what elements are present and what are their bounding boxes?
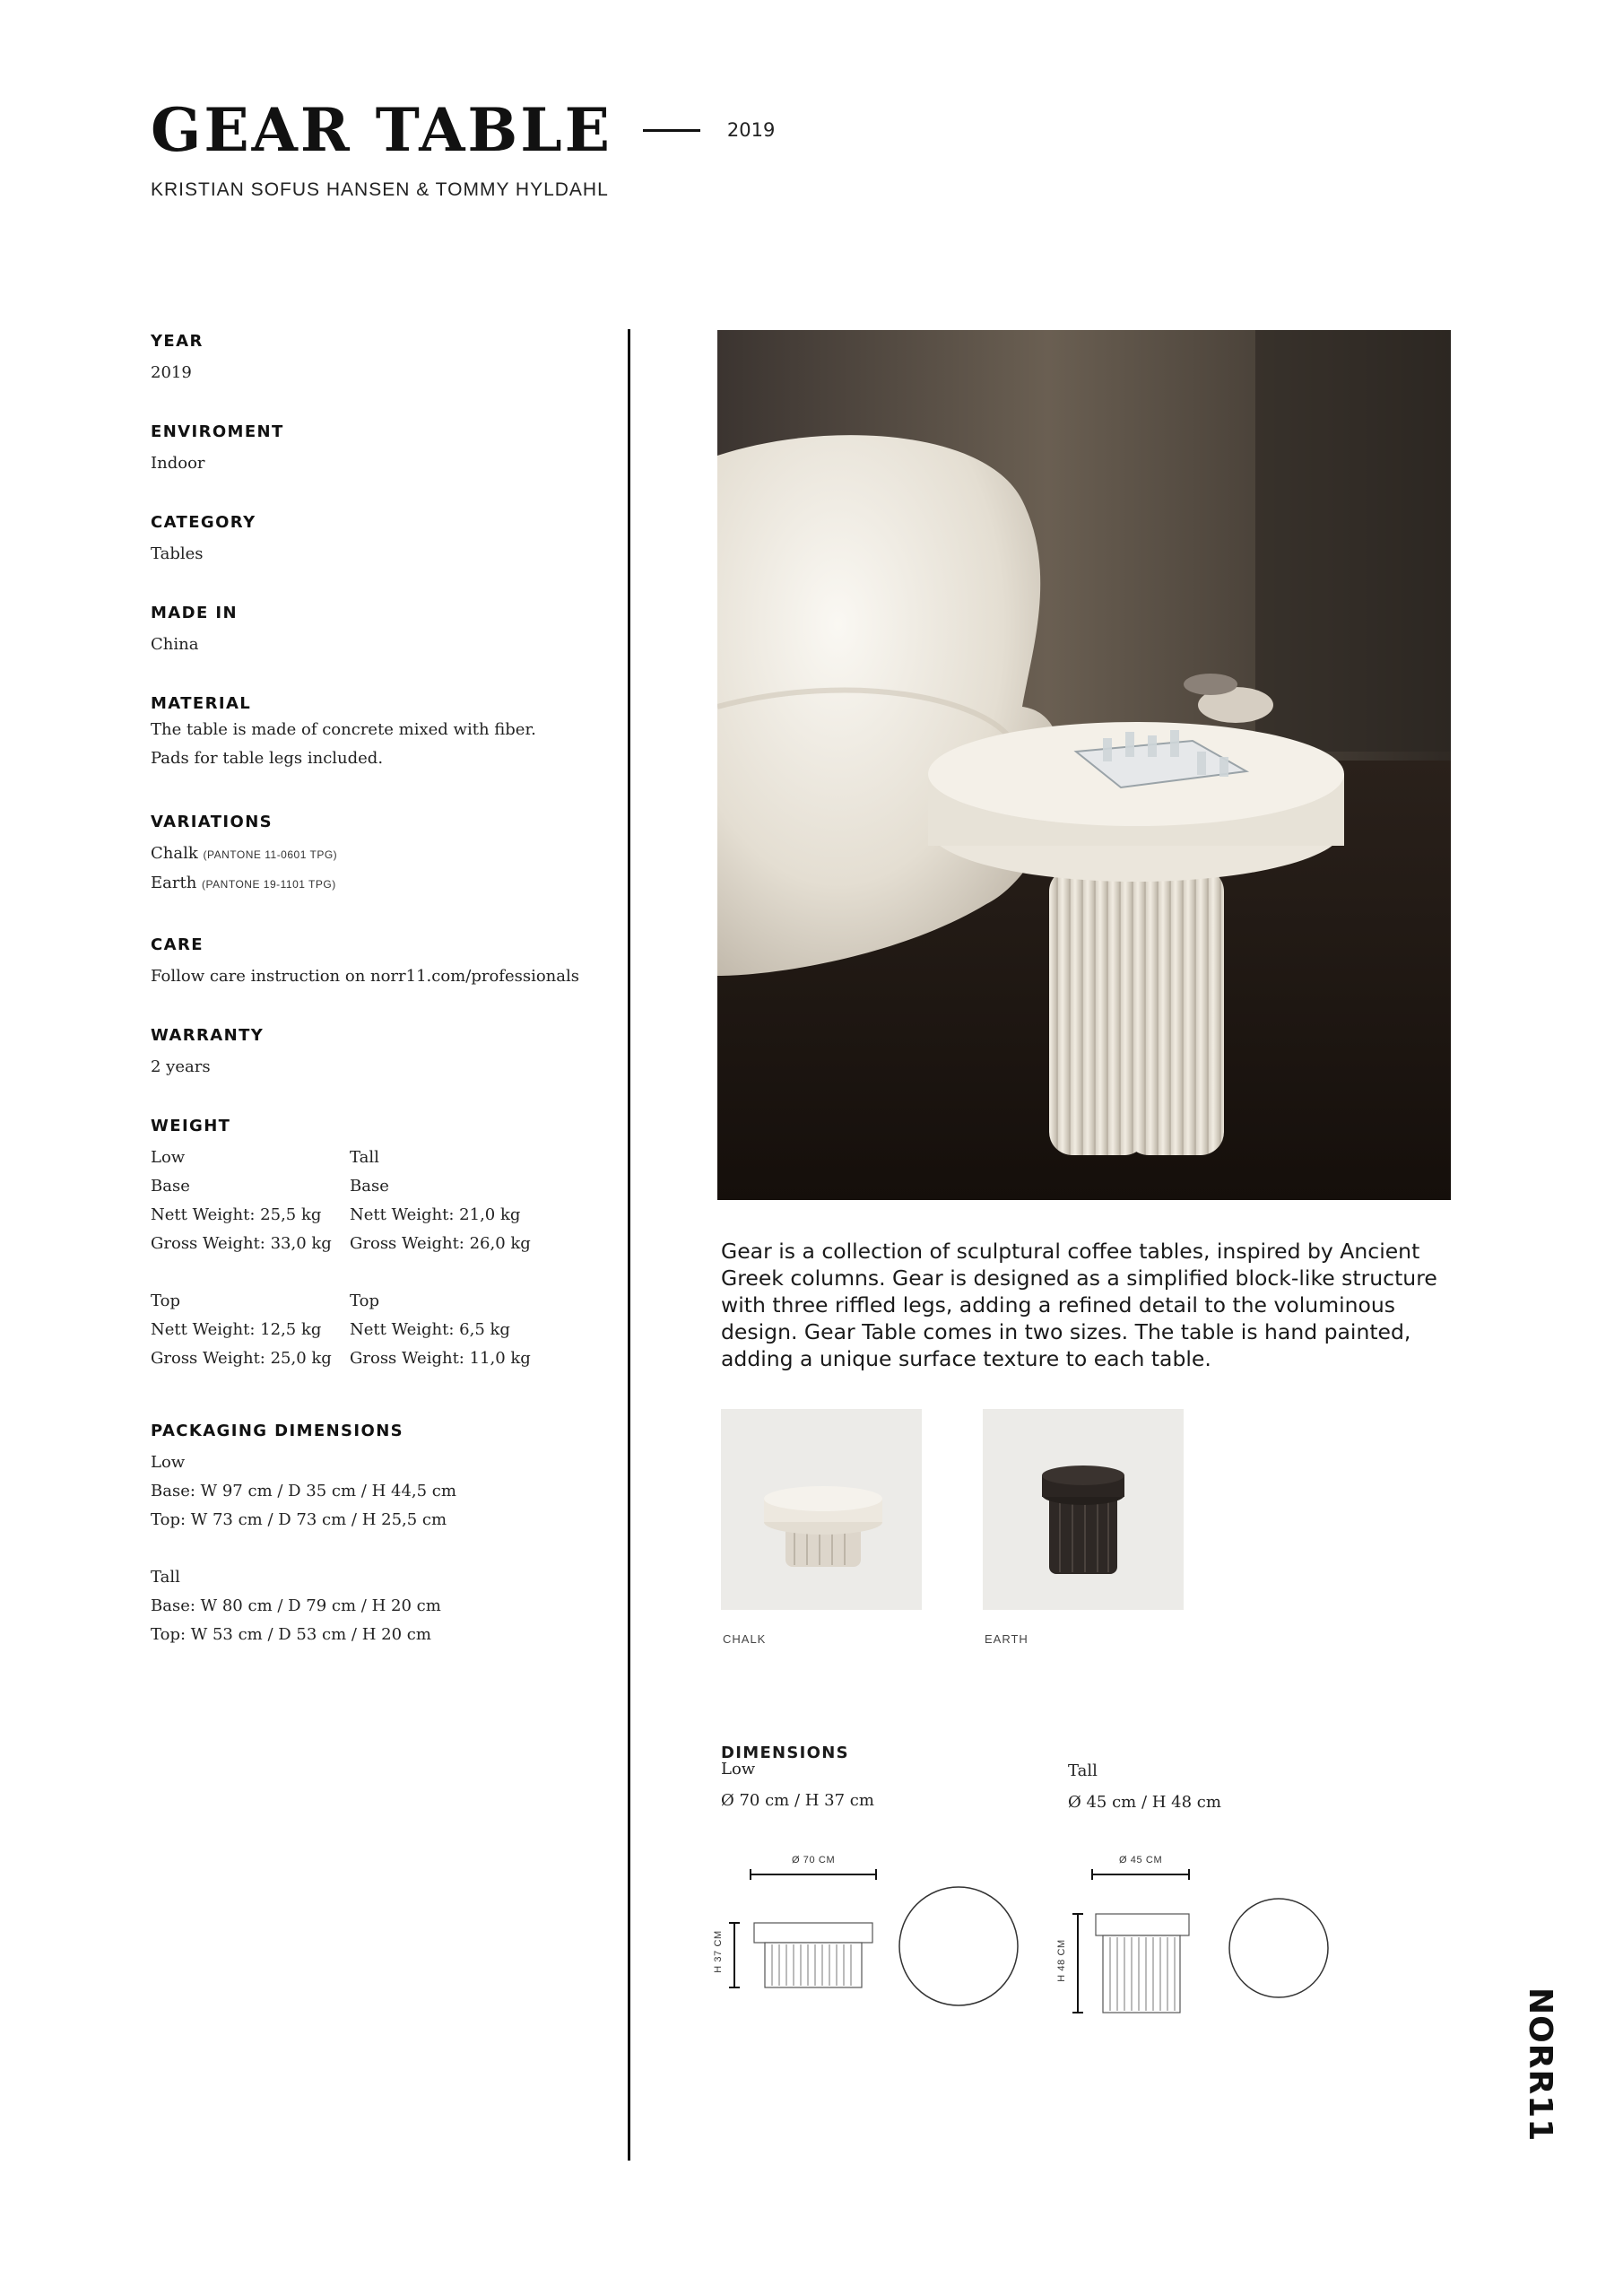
dim-low-title: Low	[721, 1760, 756, 1779]
weight-tall-base: Base	[350, 1177, 389, 1196]
packaging-low-base: Base: W 97 cm / D 35 cm / H 44,5 cm	[151, 1482, 456, 1500]
spec-label: YEAR	[151, 332, 204, 351]
packaging-low-title: Low	[151, 1453, 186, 1472]
page-header	[151, 95, 776, 201]
product-title: GEAR TABLE	[151, 95, 612, 165]
spec-label: MATERIAL	[151, 694, 252, 713]
weight-tall-title: Tall	[350, 1148, 379, 1167]
weight-tall-base-gross: Gross Weight: 26,0 kg	[350, 1234, 531, 1253]
pantone-code: (PANTONE 19-1101 TPG)	[202, 878, 336, 891]
weight-low-base-nett: Nett Weight: 25,5 kg	[151, 1205, 322, 1224]
pantone-code: (PANTONE 11-0601 TPG)	[203, 848, 338, 861]
title-dash	[643, 129, 700, 132]
spec-label: CARE	[151, 935, 204, 954]
spec-label: WARRANTY	[151, 1026, 265, 1045]
spec-label: ENVIROMENT	[151, 422, 284, 441]
spec-value: Indoor	[151, 454, 205, 473]
weight-low-top-gross: Gross Weight: 25,0 kg	[151, 1349, 332, 1368]
spec-packaging	[151, 1422, 635, 1649]
variation-name: Earth	[151, 874, 197, 892]
dim-low-value: Ø 70 cm / H 37 cm	[721, 1791, 874, 1810]
spec-environment	[151, 422, 635, 478]
spec-made-in	[151, 604, 635, 659]
spec-value: China	[151, 635, 199, 654]
spec-label: MADE IN	[151, 604, 238, 622]
weight-low-base-gross: Gross Weight: 33,0 kg	[151, 1234, 332, 1253]
brand-logo	[1524, 1986, 1560, 2165]
dim-low-drawing	[713, 1839, 1045, 2036]
title-year: 2019	[726, 119, 776, 141]
weight-low-top-nett: Nett Weight: 12,5 kg	[151, 1320, 322, 1339]
dim-low-height-tag: H 37 CM	[712, 1930, 724, 1973]
spec-year	[151, 332, 635, 387]
weight-tall-base-nett: Nett Weight: 21,0 kg	[350, 1205, 521, 1224]
spec-warranty	[151, 1026, 635, 1082]
variant-chalk-image	[721, 1409, 922, 1610]
spec-variations	[151, 813, 635, 899]
dim-tall-title: Tall	[1068, 1761, 1098, 1780]
weight-low-base: Base	[151, 1177, 190, 1196]
dimensions-heading: DIMENSIONS	[721, 1744, 849, 1762]
packaging-tall-top: Top: W 53 cm / D 53 cm / H 20 cm	[151, 1625, 431, 1644]
variation-earth	[151, 869, 635, 899]
variant-chalk-caption: CHALK	[723, 1632, 767, 1646]
variant-earth-caption: EARTH	[985, 1632, 1028, 1646]
spec-value: 2019	[151, 363, 192, 382]
weight-table	[151, 1144, 635, 1373]
packaging-low-top: Top: W 73 cm / D 73 cm / H 25,5 cm	[151, 1510, 447, 1529]
designers: KRISTIAN SOFUS HANSEN & TOMMY HYLDAHL	[151, 179, 609, 200]
variation-chalk	[151, 839, 635, 869]
weight-tall-top: Top	[350, 1292, 379, 1310]
spec-label: WEIGHT	[151, 1117, 231, 1135]
earth-table-icon	[1042, 1465, 1124, 1574]
spec-value: 2 years	[151, 1057, 211, 1076]
spec-value: The table is made of concrete mixed with fiber.	[151, 720, 536, 739]
weight-low-title: Low	[151, 1148, 186, 1167]
spec-value: Pads for table legs included.	[151, 749, 384, 768]
spec-value: Follow care instruction on norr11.com/professionals	[151, 967, 579, 986]
variant-earth-image	[983, 1409, 1184, 1610]
spec-label: PACKAGING DIMENSIONS	[151, 1422, 404, 1440]
variation-name: Chalk	[151, 844, 198, 863]
spec-care	[151, 935, 635, 991]
spec-category	[151, 513, 635, 569]
chalk-table-icon	[764, 1486, 882, 1567]
spec-value: Tables	[151, 544, 204, 563]
dim-tall-width-tag: Ø 45 CM	[1119, 1855, 1163, 1866]
dim-tall-height-tag: H 48 CM	[1055, 1939, 1067, 1982]
spec-label: VARIATIONS	[151, 813, 273, 831]
column-divider	[628, 329, 630, 2161]
spec-label: CATEGORY	[151, 513, 256, 532]
spec-weight	[151, 1117, 635, 1373]
product-photo	[717, 330, 1451, 1200]
dim-tall-value: Ø 45 cm / H 48 cm	[1068, 1793, 1221, 1812]
packaging-tall-title: Tall	[151, 1568, 180, 1587]
packaging-tall-base: Base: W 80 cm / D 79 cm / H 20 cm	[151, 1596, 441, 1615]
weight-tall-top-nett: Nett Weight: 6,5 kg	[350, 1320, 510, 1339]
weight-low-top: Top	[151, 1292, 180, 1310]
weight-tall-top-gross: Gross Weight: 11,0 kg	[350, 1349, 531, 1368]
product-description: Gear is a collection of sculptural coffee tables, inspired by Ancient Greek columns. Gear is designed as a simplified block-like structure with three riffled legs, adding a refined detail to the voluminous design. Gear Table comes in two sizes. The table is hand painted, adding a unique surface texture to each table.	[721, 1239, 1437, 1371]
dim-tall-drawing	[1055, 1839, 1354, 2036]
dim-low-width-tag: Ø 70 CM	[792, 1855, 836, 1866]
brand-wordmark: NORR11	[1524, 1987, 1558, 2143]
spec-material	[151, 694, 635, 773]
